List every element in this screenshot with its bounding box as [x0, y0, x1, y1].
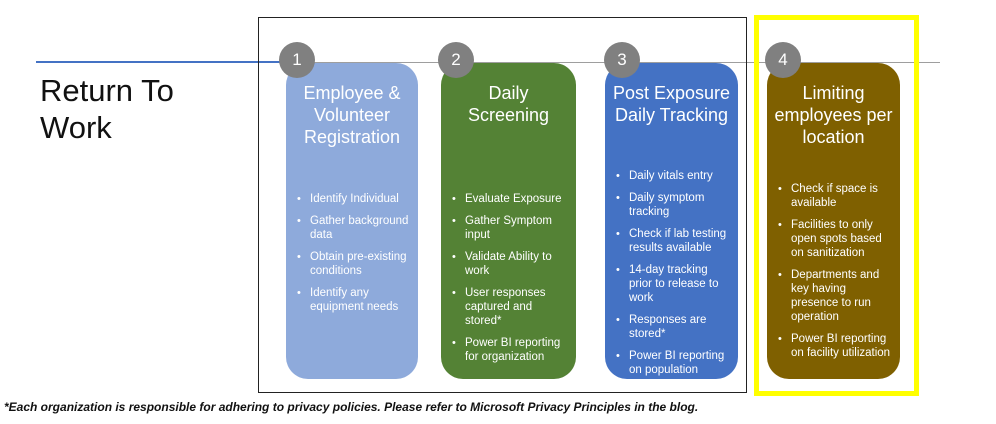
bullet: • Power BI reporting on population progress	[629, 349, 732, 391]
step-number-badge: 4	[765, 42, 801, 78]
step-title: Employee & Volunteer Registration	[303, 83, 401, 147]
privacy-footnote: *Each organization is responsible for adhering to privacy policies. Please refer to Microsoft Privacy Principles in the blog.	[4, 400, 699, 414]
step-title: Daily Screening	[467, 83, 550, 125]
bullet: • Identify Individual	[310, 192, 412, 206]
title-accent-line	[36, 61, 286, 63]
bullet: • Daily symptom tracking	[629, 191, 732, 219]
bullet: • Power BI reporting on facility utilization	[791, 332, 894, 360]
bullet: • User responses captured and stored*	[465, 286, 570, 328]
step-title: Post Exposure Daily Tracking	[612, 83, 731, 125]
step-bullets	[292, 192, 412, 314]
step-bullets	[773, 182, 894, 360]
bullet: • 14-day tracking prior to release to work	[629, 263, 732, 305]
bullet: • Gather background data	[310, 214, 412, 242]
bullet: • Responses are stored*	[629, 313, 732, 341]
step-bullets	[611, 169, 732, 391]
bullet: • Check if lab testing results available	[629, 227, 732, 255]
step-bullets	[447, 192, 570, 364]
bullet: • Evaluate Exposure	[465, 192, 570, 206]
bullet: • Identify any equipment needs	[310, 286, 412, 314]
bullet: • Obtain pre-existing conditions	[310, 250, 412, 278]
step-card-1	[286, 63, 418, 379]
step-card-3	[605, 63, 738, 390]
bullet: • Daily vitals entry	[629, 169, 732, 183]
page-title: Return To Work	[40, 73, 174, 145]
step-card-4	[767, 63, 900, 379]
step-card-2	[441, 63, 576, 379]
bullet: • Power BI reporting for organization	[465, 336, 570, 364]
step-number-badge: 1	[279, 42, 315, 78]
bullet: • Validate Ability to work	[465, 250, 570, 278]
bullet: • Gather Symptom input	[465, 214, 570, 242]
bullet: • Facilities to only open spots based on sanitization	[791, 218, 894, 260]
step-title: Limiting employees per location	[774, 83, 893, 147]
step-number-badge: 2	[438, 42, 474, 78]
bullet: • Departments and key having presence to run operation	[791, 268, 894, 324]
step-number-badge: 3	[604, 42, 640, 78]
bullet: • Check if space is available	[791, 182, 894, 210]
